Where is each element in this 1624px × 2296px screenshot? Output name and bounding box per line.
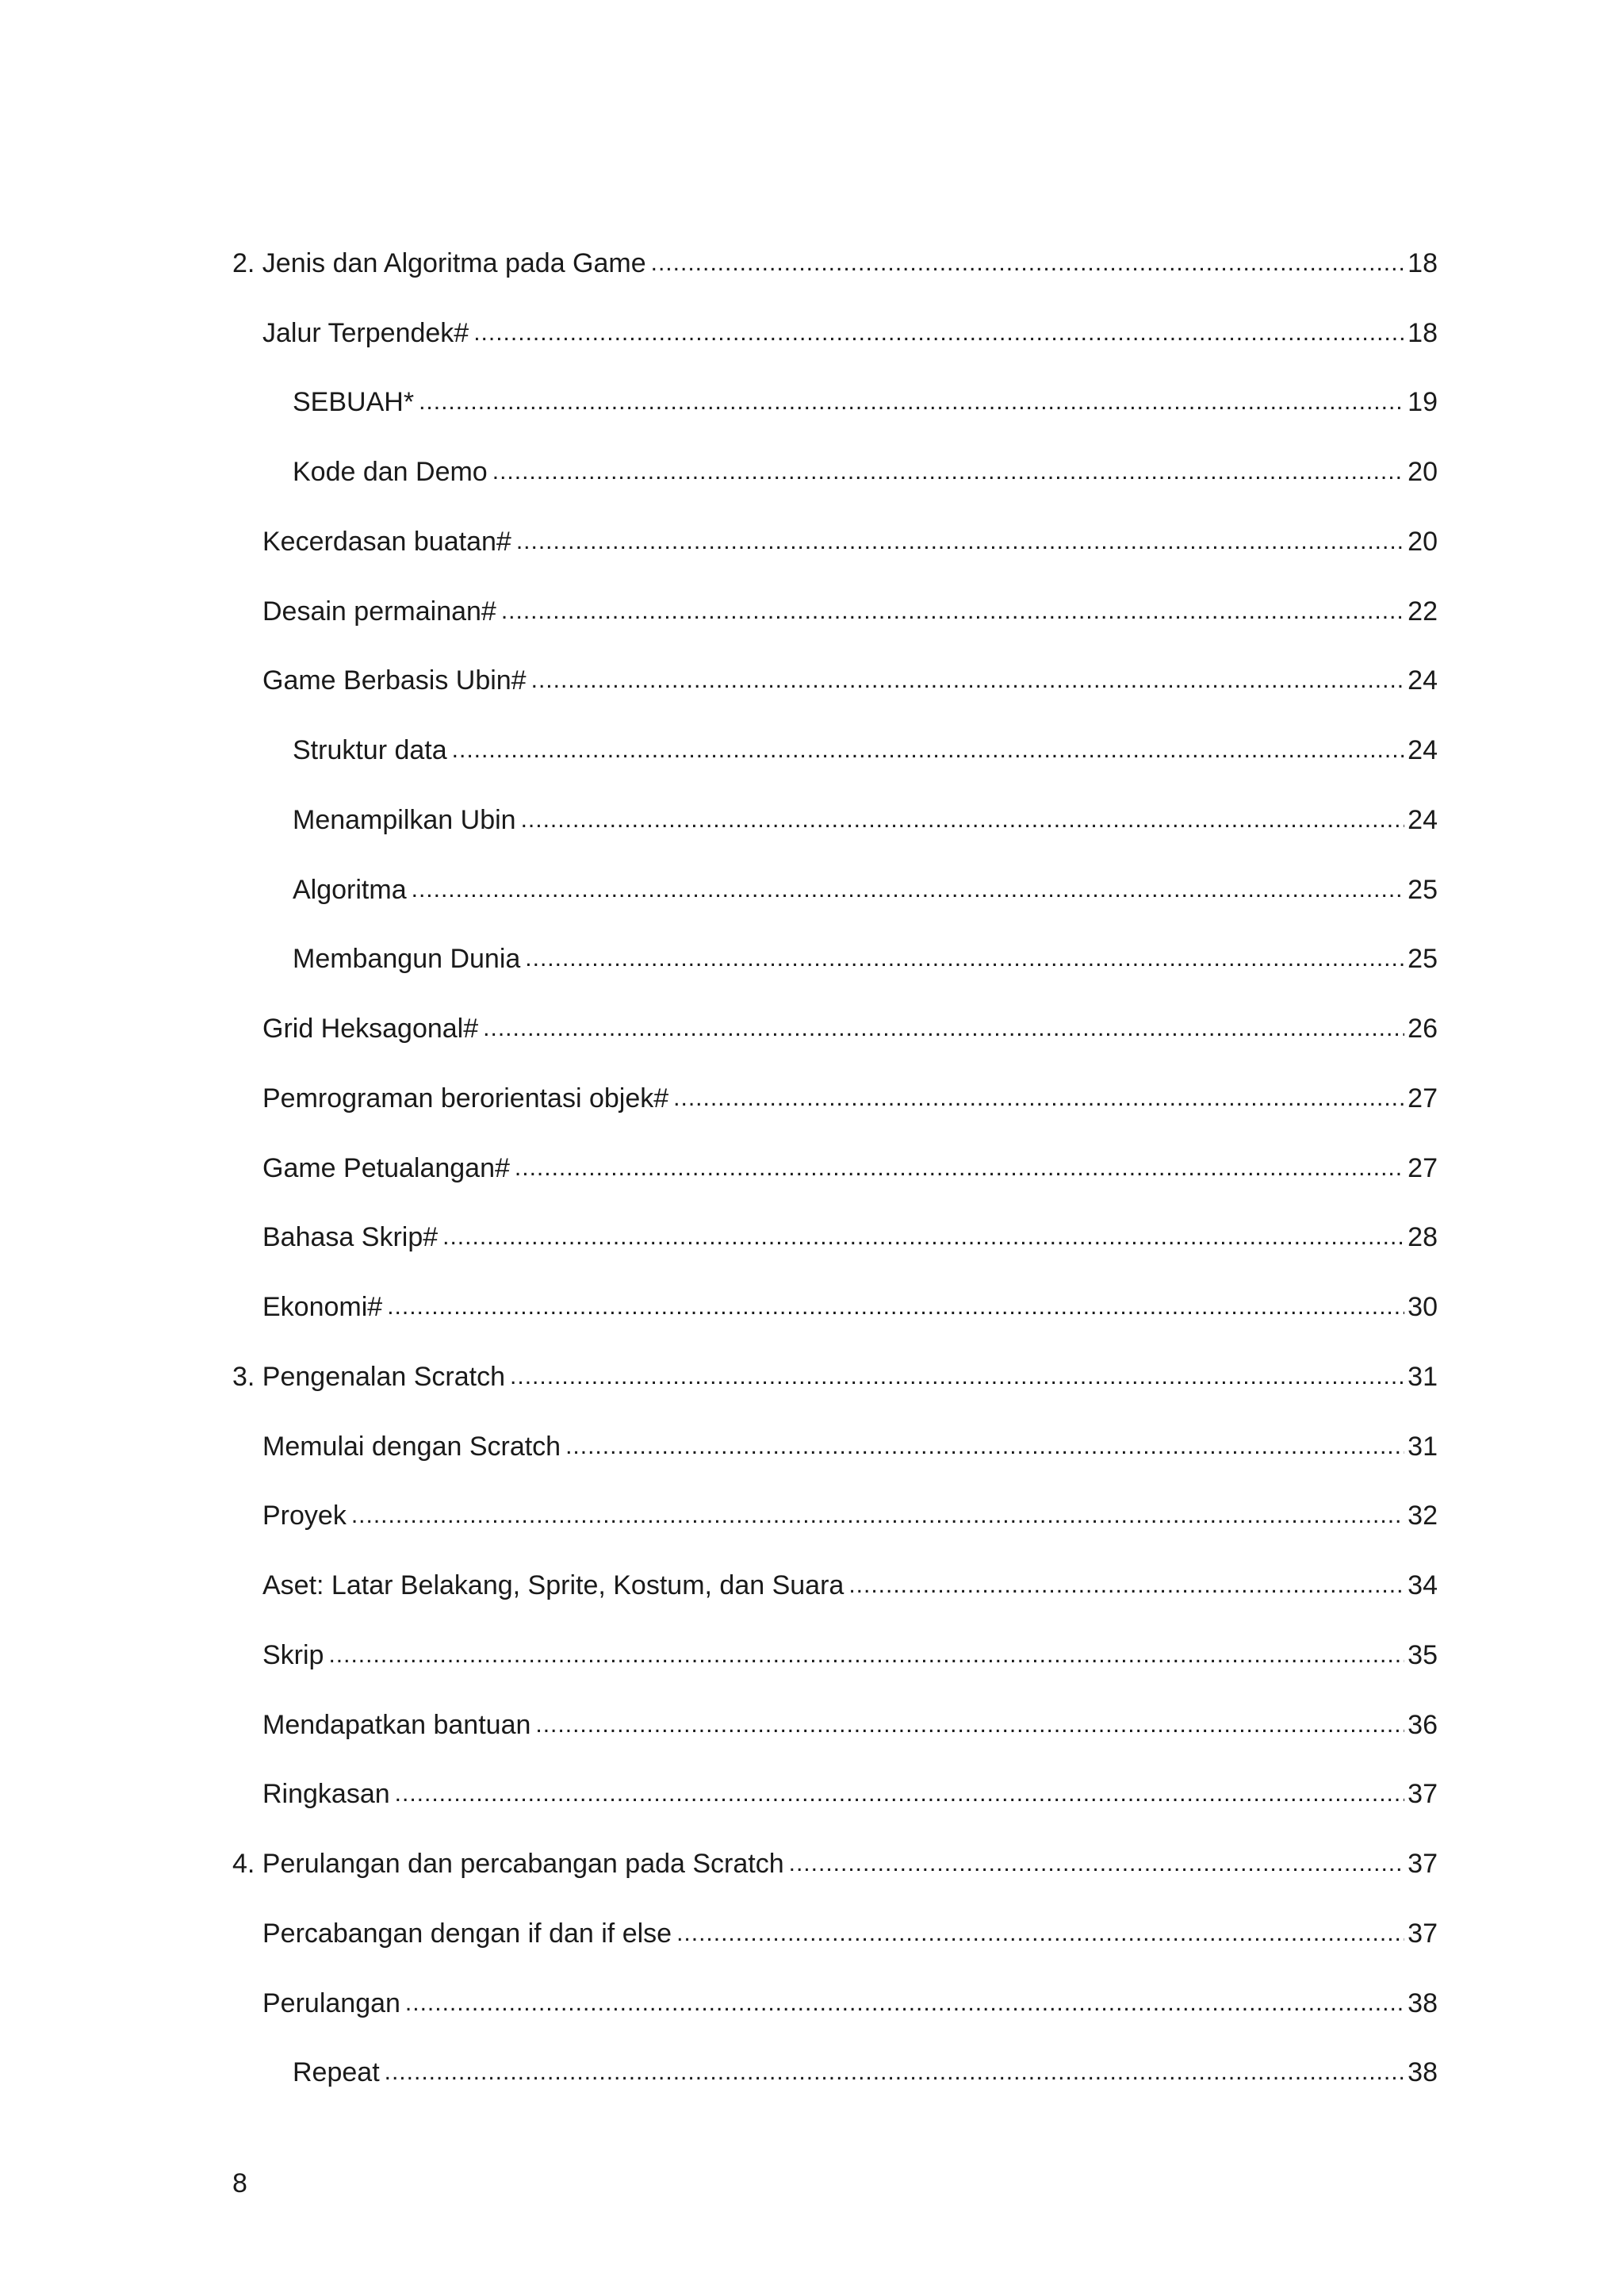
toc-entry-page: 36 — [1408, 1709, 1438, 1740]
toc-dot-leader — [387, 1294, 1404, 1320]
toc-dot-leader — [535, 1711, 1404, 1738]
toc-entry-page: 31 — [1408, 1361, 1438, 1392]
toc-entry-title: Bahasa Skrip# — [262, 1222, 439, 1253]
toc-entry-page: 34 — [1408, 1570, 1438, 1601]
toc-entry[interactable] — [232, 1064, 1438, 1133]
toc-entry[interactable] — [232, 1760, 1438, 1830]
toc-dot-leader — [395, 1780, 1405, 1807]
toc-entry[interactable] — [232, 2038, 1438, 2108]
toc-dot-leader — [442, 1224, 1404, 1251]
toc-entry-title: Game Petualangan# — [262, 1152, 510, 1183]
toc-dot-leader — [405, 1990, 1404, 2017]
toc-entry-title: 2. Jenis dan Algoritma pada Game — [232, 247, 646, 278]
toc-entry-title: Ringkasan — [262, 1779, 390, 1810]
toc-entry[interactable] — [232, 1203, 1438, 1273]
toc-entry-page: 37 — [1408, 1849, 1438, 1880]
toc-entry-title: Algoritma — [293, 874, 407, 905]
toc-dot-leader — [510, 1363, 1404, 1390]
toc-entry-page: 18 — [1408, 247, 1438, 278]
toc-dot-leader — [521, 807, 1405, 834]
toc-entry[interactable] — [232, 994, 1438, 1064]
toc-dot-leader — [525, 945, 1404, 972]
toc-entry-page: 24 — [1408, 735, 1438, 766]
toc-dot-leader — [385, 2059, 1405, 2086]
toc-entry[interactable] — [232, 437, 1438, 507]
toc-entry-title: Kecerdasan buatan# — [262, 526, 511, 557]
toc-entry[interactable] — [232, 785, 1438, 855]
toc-entry-page: 30 — [1408, 1292, 1438, 1323]
toc-dot-leader — [452, 737, 1405, 764]
table-of-contents — [232, 228, 1438, 2107]
toc-entry-title: SEBUAH* — [293, 387, 415, 418]
toc-entry-page: 24 — [1408, 804, 1438, 835]
toc-entry-title: Game Berbasis Ubin# — [262, 665, 527, 696]
toc-entry[interactable] — [232, 855, 1438, 925]
toc-entry-page: 38 — [1408, 1987, 1438, 2018]
toc-entry[interactable] — [232, 1412, 1438, 1481]
toc-entry-page: 27 — [1408, 1152, 1438, 1183]
toc-entry[interactable] — [232, 1899, 1438, 1968]
toc-entry-title: Mendapatkan bantuan — [262, 1709, 531, 1740]
toc-entry[interactable] — [232, 368, 1438, 438]
toc-entry-title: Aset: Latar Belakang, Sprite, Kostum, dan Suara — [262, 1570, 845, 1601]
toc-entry-title: Pemrograman berorientasi objek# — [262, 1083, 669, 1114]
toc-entry[interactable] — [232, 1620, 1438, 1690]
toc-entry[interactable] — [232, 1481, 1438, 1551]
toc-entry[interactable] — [232, 646, 1438, 716]
toc-dot-leader — [789, 1850, 1405, 1877]
toc-entry-title: Repeat — [293, 2057, 380, 2088]
toc-dot-leader — [676, 1920, 1404, 1947]
toc-entry[interactable] — [232, 925, 1438, 995]
toc-entry-title: Struktur data — [293, 735, 447, 766]
toc-entry-title: Kode dan Demo — [293, 457, 488, 488]
toc-dot-leader — [473, 320, 1404, 347]
toc-dot-leader — [412, 876, 1405, 903]
toc-entry-title: Grid Heksagonal# — [262, 1014, 479, 1045]
toc-entry-page: 38 — [1408, 2057, 1438, 2088]
toc-entry-title: Ekonomi# — [262, 1292, 383, 1323]
toc-entry-page: 37 — [1408, 1918, 1438, 1949]
toc-entry-title: Menampilkan Ubin — [293, 804, 516, 835]
toc-entry-page: 35 — [1408, 1639, 1438, 1670]
toc-dot-leader — [328, 1642, 1404, 1669]
toc-entry[interactable] — [232, 1968, 1438, 2038]
toc-entry-page: 31 — [1408, 1431, 1438, 1462]
toc-entry-page: 25 — [1408, 944, 1438, 975]
toc-entry-title: Skrip — [262, 1639, 324, 1670]
toc-dot-leader — [419, 389, 1404, 416]
toc-entry[interactable] — [232, 228, 1438, 298]
toc-entry-page: 19 — [1408, 387, 1438, 418]
toc-entry-title: Perulangan — [262, 1987, 400, 2018]
toc-entry[interactable] — [232, 1550, 1438, 1620]
toc-entry-page: 20 — [1408, 526, 1438, 557]
toc-entry[interactable] — [232, 1342, 1438, 1412]
toc-dot-leader — [673, 1085, 1404, 1112]
toc-dot-leader — [351, 1502, 1404, 1529]
toc-entry-page: 25 — [1408, 874, 1438, 905]
toc-entry-title: Percabangan dengan if dan if else — [262, 1918, 672, 1949]
toc-dot-leader — [565, 1433, 1404, 1460]
toc-entry[interactable] — [232, 577, 1438, 646]
toc-entry[interactable] — [232, 1690, 1438, 1760]
toc-dot-leader — [483, 1015, 1404, 1042]
toc-dot-leader — [492, 458, 1404, 485]
toc-entry-page: 18 — [1408, 317, 1438, 348]
toc-dot-leader — [501, 598, 1404, 625]
toc-entry[interactable] — [232, 715, 1438, 785]
toc-entry-page: 32 — [1408, 1501, 1438, 1531]
toc-entry-page: 37 — [1408, 1779, 1438, 1810]
toc-entry[interactable] — [232, 298, 1438, 368]
toc-entry[interactable] — [232, 507, 1438, 577]
toc-dot-leader — [516, 528, 1404, 555]
toc-entry[interactable] — [232, 1133, 1438, 1203]
toc-entry-title: Jalur Terpendek# — [262, 317, 469, 348]
toc-entry-page: 28 — [1408, 1222, 1438, 1253]
page-number: 8 — [232, 2168, 247, 2198]
toc-dot-leader — [531, 667, 1405, 694]
toc-entry[interactable] — [232, 1272, 1438, 1342]
toc-entry-title: Proyek — [262, 1501, 347, 1531]
toc-entry-page: 22 — [1408, 596, 1438, 627]
toc-entry-page: 24 — [1408, 665, 1438, 696]
toc-entry-title: Membangun Dunia — [293, 944, 521, 975]
toc-dot-leader — [651, 250, 1405, 277]
toc-entry-page: 26 — [1408, 1014, 1438, 1045]
toc-entry-title: 3. Pengenalan Scratch — [232, 1361, 506, 1392]
toc-dot-leader — [515, 1155, 1404, 1182]
toc-entry[interactable] — [232, 1829, 1438, 1899]
toc-dot-leader — [848, 1572, 1404, 1599]
toc-entry-title: 4. Perulangan dan percabangan pada Scratch — [232, 1849, 784, 1880]
toc-entry-page: 27 — [1408, 1083, 1438, 1114]
toc-entry-title: Memulai dengan Scratch — [262, 1431, 561, 1462]
toc-entry-page: 20 — [1408, 457, 1438, 488]
toc-entry-title: Desain permainan# — [262, 596, 496, 627]
